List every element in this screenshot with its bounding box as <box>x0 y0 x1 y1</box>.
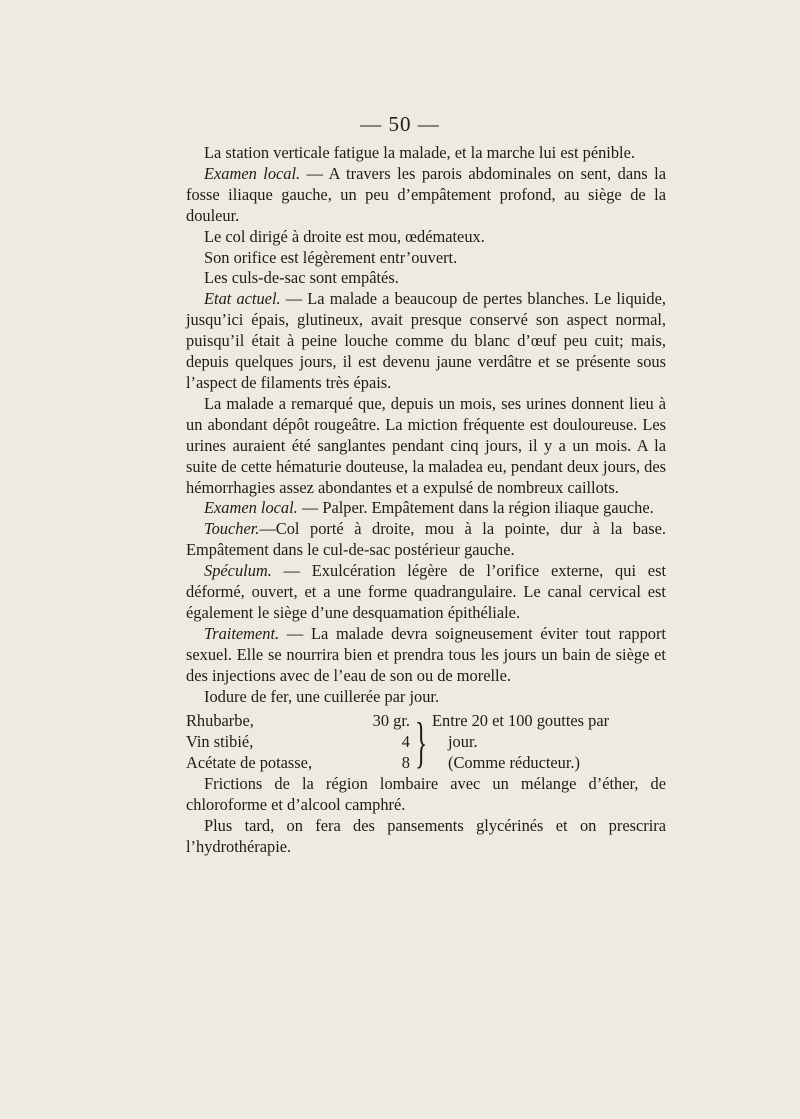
paragraph-lead: Traitement. <box>204 623 280 643</box>
prescription-item-qty: 30 gr. <box>372 711 410 731</box>
paragraph-text: —Col porté à droite, mou à la pointe, dur à la base. Empâtement dans le cul-de-sac postérieur gauche. <box>186 519 666 560</box>
prescription-table <box>186 711 666 774</box>
paragraph <box>186 227 666 248</box>
paragraph-text: Iodure de fer, une cuillerée par jour. <box>204 686 440 706</box>
paragraph <box>186 687 666 708</box>
paragraph-text: — La malade devra soigneusement éviter tout rapport sexuel. Elle se nourrira bien et prendra tous les jours un bain de siège et des injections avec de l’eau de son ou de morelle. <box>186 623 666 685</box>
paragraph <box>186 164 666 227</box>
paragraph-text: Les culs-de-sac sont empâtés. <box>204 268 399 288</box>
page-number: — 50 — <box>360 112 440 136</box>
paragraph <box>186 248 666 269</box>
paragraph-text: — A travers les parois abdominales on sent, dans la fosse iliaque gauche, un peu d’empâtement profond, au siège de la douleur. <box>186 163 666 225</box>
paragraph-text: Le col dirigé à droite est mou, œdémateux. <box>204 226 485 246</box>
paragraph-lead: Spéculum. <box>204 561 272 581</box>
paragraph <box>186 268 666 289</box>
prescription-item-name: Vin stibié, <box>186 732 254 752</box>
prescription-item-qty: 8 <box>401 753 410 773</box>
paragraph <box>186 143 666 164</box>
prescription-item-qty: 4 <box>401 732 410 752</box>
prescription-item-name: Rhubarbe, <box>186 711 254 731</box>
paragraph <box>186 498 666 519</box>
paragraph-text: La station verticale fatigue la malade, et la marche lui est pénible. <box>204 143 635 162</box>
paragraph <box>186 624 666 687</box>
paragraph-text: — Palper. Empâtement dans la région iliaque gauche. <box>297 498 654 518</box>
prescription-item-name: Acétate de potasse, <box>186 753 313 773</box>
paragraph-text: La malade a remarqué que, depuis un mois, ses urines donnent lieu à un abondant dépôt rougeâtre. La miction fréquente est douloureuse. Les urines auraient été sanglantes pendant cinq jours, il y a un mois. A la suite de cette hématurie douteuse, la maladea eu, pendant deux jours, des hémorrhagies assez abondantes et a expulsé de nombreux caillots. <box>186 393 666 497</box>
paragraph <box>186 561 666 624</box>
paragraph-text: Son orifice est légèrement entr’ouvert. <box>204 247 458 267</box>
prescription-note: Entre 20 et 100 gouttes par <box>432 711 610 731</box>
paragraph: Frictions de la région lombaire avec un mélange d’éther, de chloroforme et d’alcool camphré. <box>186 774 666 815</box>
paragraph: Plus tard, on fera des pansements glycérinés et on prescrira l’hydrothérapie. <box>186 816 666 856</box>
paragraph-text: — La malade a beaucoup de pertes blanches. Le liquide, jusqu’ici épais, glutineux, avait presque conservé son aspect normal, puisqu’il était à peine louche comme du blanc d’œuf peu cuit; mais, depuis quelques jours, il est devenu jaune verdâtre et se présente sous l’aspect de filaments très épais. <box>186 289 667 392</box>
prescription-note: jour. <box>448 732 478 752</box>
body-text <box>186 143 666 858</box>
paragraph <box>186 394 666 499</box>
paragraph-lead: Toucher. <box>204 519 260 539</box>
paragraph-text: — Exulcération légère de l’orifice externe, qui est déformé, ouvert, et a une forme quadrangulaire. Le canal cervical est également le siège d’une desquamation épithéliale. <box>186 561 666 622</box>
paragraph <box>186 519 666 561</box>
brace-icon: } <box>414 711 428 774</box>
paragraph-lead: Etat actuel. <box>204 289 281 309</box>
paragraph-lead: Examen local. <box>204 163 301 183</box>
prescription-note: (Comme réducteur.) <box>448 753 580 773</box>
paragraph-lead: Examen local. <box>204 498 298 518</box>
paragraph <box>186 289 666 394</box>
